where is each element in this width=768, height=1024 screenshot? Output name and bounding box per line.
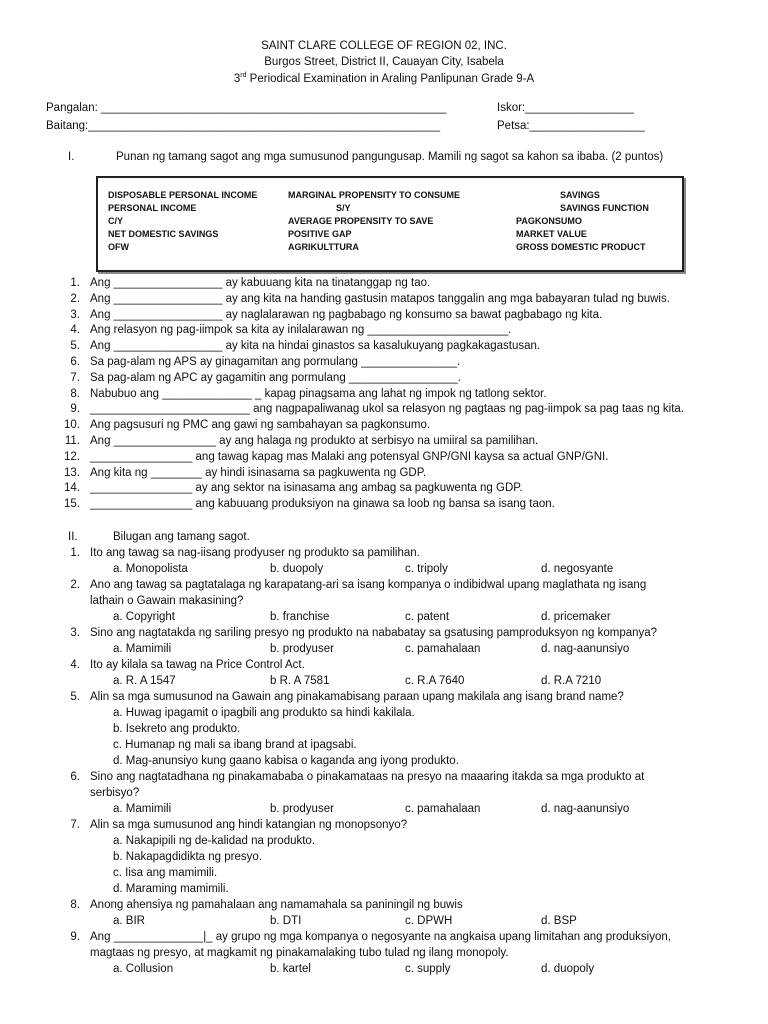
item-text: Sa pag-alam ng APS ay ginagamitan ang pormulang _______________. <box>90 356 461 368</box>
q1-opt-c[interactable]: c. tripoly <box>405 563 448 575</box>
school-address: Burgos Street, District II, Cauayan City, Isabela <box>264 56 504 68</box>
q5-number: 5. <box>70 691 80 703</box>
q4-number: 4. <box>70 659 80 671</box>
item-text: _________________________ ang nagpapaliwanag ukol sa relasyon ng pagtaas ng pag-iimpok sa pag taas ng kita. <box>90 403 684 416</box>
item-text: ________________ ay ang sektor na isinasama ang ambag sa pagkuwenta ng GDP. <box>90 482 523 495</box>
q7-text: Alin sa mga sumusunod ang hindi katangian ng monopsonyo? <box>90 819 408 831</box>
q2-number: 2. <box>70 579 80 591</box>
item-number: 7. <box>70 371 80 384</box>
q9-opt-c[interactable]: c. supply <box>405 963 451 975</box>
choice-term: S/Y <box>336 203 351 213</box>
choice-row <box>98 216 682 229</box>
q9-text: Ang ______________|_ ay grupo ng mga kompanya o negosyante na angkaisa upang limitahan ang produksiyon, <box>90 931 671 943</box>
q7-opt-b[interactable]: b. Nakapagdidikta ng presyo. <box>113 851 262 863</box>
q5-opt-b[interactable]: b. Isekreto ang produkto. <box>113 723 241 735</box>
item-text: Ang _________________ ay kabuuang kita na tinatanggap ng tao. <box>90 277 431 289</box>
q4-opt-d[interactable]: d. R.A 7210 <box>541 675 602 687</box>
exam-sup: rd <box>240 72 247 79</box>
section2-instruction: Bilugan ang tamang sagot. <box>113 531 250 543</box>
q7-opt-d[interactable]: d. Maraming mamimili. <box>113 883 229 895</box>
section2-number: II. <box>68 531 78 543</box>
q8-opt-c[interactable]: c. DPWH <box>405 915 453 927</box>
q7-opt-c[interactable]: c. Iisa ang mamimili. <box>113 867 218 879</box>
item-number: 9. <box>70 403 80 416</box>
item-number: 6. <box>70 356 80 368</box>
q4-text: Ito ay kilala sa tawag na Price Control Act. <box>90 659 305 671</box>
q3-text: Sino ang nagtatakda ng sariling presyo ng produkto na nababatay sa gsatusing pamproduksyon ng kompanya? <box>90 627 658 639</box>
choice-term: DISPOSABLE PERSONAL INCOME <box>108 190 258 200</box>
q1-opt-d[interactable]: d. negosyante <box>541 563 614 575</box>
section1-number: I. <box>68 151 75 163</box>
q6-text-cont: serbisyo? <box>90 787 140 799</box>
item-text: Ang _________________ ay ang kita na handing gastusin matapos tanggalin ang mga babayaran tulad ng buwis. <box>90 292 670 305</box>
item-number: 15. <box>64 498 80 511</box>
q4-opt-c[interactable]: c. R.A 7640 <box>405 675 465 687</box>
item-number: 12. <box>64 450 80 463</box>
choice-row <box>98 190 682 203</box>
item-number: 11. <box>64 435 80 447</box>
q6-opt-d[interactable]: d. nag-aanunsiyo <box>541 803 630 815</box>
q1-number: 1. <box>70 547 80 559</box>
choice-term: C/Y <box>108 216 124 226</box>
q1-opt-a[interactable]: a. Monopolista <box>113 563 188 575</box>
item-text: Ang pagsusuri ng PMC ang gawi ng sambahayan sa pagkonsumo. <box>90 419 431 432</box>
q8-number: 8. <box>70 899 80 911</box>
item-number: 2. <box>70 292 80 305</box>
q6-number: 6. <box>70 771 80 783</box>
school-name: SAINT CLARE COLLEGE OF REGION 02, INC. <box>261 40 507 52</box>
q4-opt-b[interactable]: b R. A 7581 <box>270 675 330 687</box>
item-text: Sa pag-alam ng APC ay gagamitin ang pormulang _________________. <box>90 371 461 384</box>
baitang-field[interactable]: Baitang:_______________________________________________________ <box>46 120 440 132</box>
q2-opt-a[interactable]: a. Copyright <box>113 611 176 623</box>
item-number: 8. <box>70 387 80 400</box>
q3-opt-c[interactable]: c. pamahalaan <box>405 643 481 655</box>
q9-text-cont: magtaas ng presyo, at magkamit ng pinakamalaking tubo tulad ng ilang monopoly. <box>90 947 509 959</box>
answer-choices-box <box>96 176 684 272</box>
item-text: Ang _________________ ay kita na hindai ginastos sa kasalukuyang pagkakagastusan. <box>90 340 541 353</box>
choice-row <box>98 229 682 242</box>
q9-number: 9. <box>70 931 80 943</box>
q9-opt-a[interactable]: a. Collusion <box>113 963 174 975</box>
q8-opt-a[interactable]: a. BIR <box>113 915 145 927</box>
choice-term: GROSS DOMESTIC PRODUCT <box>516 242 646 252</box>
petsa-field[interactable]: Petsa:__________________ <box>497 120 645 132</box>
section1-instruction: Punan ng tamang sagot ang mga sumusunod pangungusap. Mamili ng sagot sa kahon sa ibaba. (2 puntos) <box>116 151 664 163</box>
q2-text-cont: lathain o Gawain makasining? <box>90 595 244 607</box>
q5-text: Alin sa mga sumusunod na Gawain ang pinakamabisang paraan upang makilala ang isang brand name? <box>90 691 624 703</box>
q1-text: Ito ang tawag sa nag-iisang prodyuser ng produkto sa pamilihan. <box>90 547 420 559</box>
q4-opt-a[interactable]: a. R. A 1547 <box>113 675 176 687</box>
q9-opt-b[interactable]: b. kartel <box>270 963 311 975</box>
choice-term: MARKET VALUE <box>516 229 587 239</box>
choice-term: AGRIKULTTURA <box>288 242 359 252</box>
choice-term: OFW <box>108 242 129 252</box>
exam-title <box>0 72 768 85</box>
choice-term: PERSONAL INCOME <box>108 203 197 213</box>
q1-opt-b[interactable]: b. duopoly <box>270 563 324 575</box>
choice-term: PAGKONSUMO <box>516 216 582 226</box>
q5-opt-c[interactable]: c. Humanap ng mali sa ibang brand at ipagsabi. <box>113 739 357 751</box>
q6-opt-c[interactable]: c. pamahalaan <box>405 803 481 815</box>
q7-opt-a[interactable]: a. Nakapipili ng de-kalidad na produkto. <box>113 835 316 847</box>
q6-opt-a[interactable]: a. Mamimili <box>113 803 172 815</box>
pangalan-field[interactable]: Pangalan: ______________________________________________________ <box>46 102 447 114</box>
choice-term: MARGINAL PROPENSITY TO CONSUME <box>288 190 461 200</box>
q7-number: 7. <box>70 819 80 831</box>
item-text: Nabubuo ang ______________ _ kapag pinagsama ang lahat ng impok ng tatlong sektor. <box>90 387 547 400</box>
q3-opt-b[interactable]: b. prodyuser <box>270 643 334 655</box>
q3-number: 3. <box>70 627 80 639</box>
item-text: Ang relasyon ng pag-iimpok sa kita ay inilalarawan ng ______________________. <box>90 324 512 337</box>
choice-term: SAVINGS FUNCTION <box>560 203 649 213</box>
item-number: 10. <box>64 419 80 432</box>
q3-opt-a[interactable]: a. Mamimili <box>113 643 172 655</box>
choice-row <box>98 242 682 255</box>
q3-opt-d[interactable]: d. nag-aanunsiyo <box>541 643 630 655</box>
q8-text: Anong ahensiya ng pamahalaan ang namamahala sa paniningil ng buwis <box>90 899 463 911</box>
exam-rest: Periodical Examination in Araling Panlipunan Grade 9-A <box>246 72 535 85</box>
item-number: 14. <box>64 482 80 495</box>
choice-term: SAVINGS <box>560 190 600 200</box>
q6-opt-b[interactable]: b. prodyuser <box>270 803 334 815</box>
item-text: ________________ ang kabuuang produksiyon na ginawa sa loob ng bansa sa isang taon. <box>90 498 555 511</box>
item-number: 3. <box>70 308 80 321</box>
item-text: ________________ ang tawag kapag mas Malaki ang potensyal GNP/GNI kaysa sa actual GNP/GNI. <box>90 450 609 463</box>
item-text: Ang ________________ ay ang halaga ng produkto at serbisyo na umiiral sa pamilihan. <box>90 435 539 447</box>
q2-opt-c[interactable]: c. patent <box>405 611 450 623</box>
choice-row <box>98 203 682 216</box>
q5-opt-d[interactable]: d. Mag-anunsiyo kung gaano kabisa o kaganda ang iyong produkto. <box>113 755 459 767</box>
item-number: 13. <box>64 466 80 479</box>
q2-opt-b[interactable]: b. franchise <box>270 611 330 623</box>
q9-opt-d[interactable]: d. duopoly <box>541 963 595 975</box>
item-number: 1. <box>70 277 80 289</box>
q5-opt-a[interactable]: a. Huwag ipagamit o ipagbili ang produkto sa hindi kakilala. <box>113 707 415 719</box>
exam-num: 3 <box>233 72 241 85</box>
q8-opt-d[interactable]: d. BSP <box>541 915 577 927</box>
q2-text: Ano ang tawag sa pagtatalaga ng karapatang-ari sa isang kompanya o indibidwal upang maglathata ng isang <box>90 579 647 591</box>
iskor-field[interactable]: Iskor:_________________ <box>497 102 634 114</box>
item-text: Ang kita ng ________ ay hindi isinasama sa pagkuwenta ng GDP. <box>90 466 427 479</box>
q8-opt-b[interactable]: b. DTI <box>270 915 302 927</box>
choice-term: NET DOMESTIC SAVINGS <box>108 229 219 239</box>
item-number: 5. <box>70 340 80 353</box>
q6-text: Sino ang nagtatadhana ng pinakamababa o pinakamataas na presyo na maaaring itakda sa mga produkto at <box>90 771 645 783</box>
item-number: 4. <box>70 324 80 337</box>
q2-opt-d[interactable]: d. pricemaker <box>541 611 611 623</box>
choice-term: POSITIVE GAP <box>288 229 352 239</box>
choice-term: AVERAGE PROPENSITY TO SAVE <box>288 216 434 226</box>
item-text: Ang _________________ ay naglalarawan ng pagbabago ng konsumo sa bawat pagbabago ng kita. <box>90 308 603 321</box>
